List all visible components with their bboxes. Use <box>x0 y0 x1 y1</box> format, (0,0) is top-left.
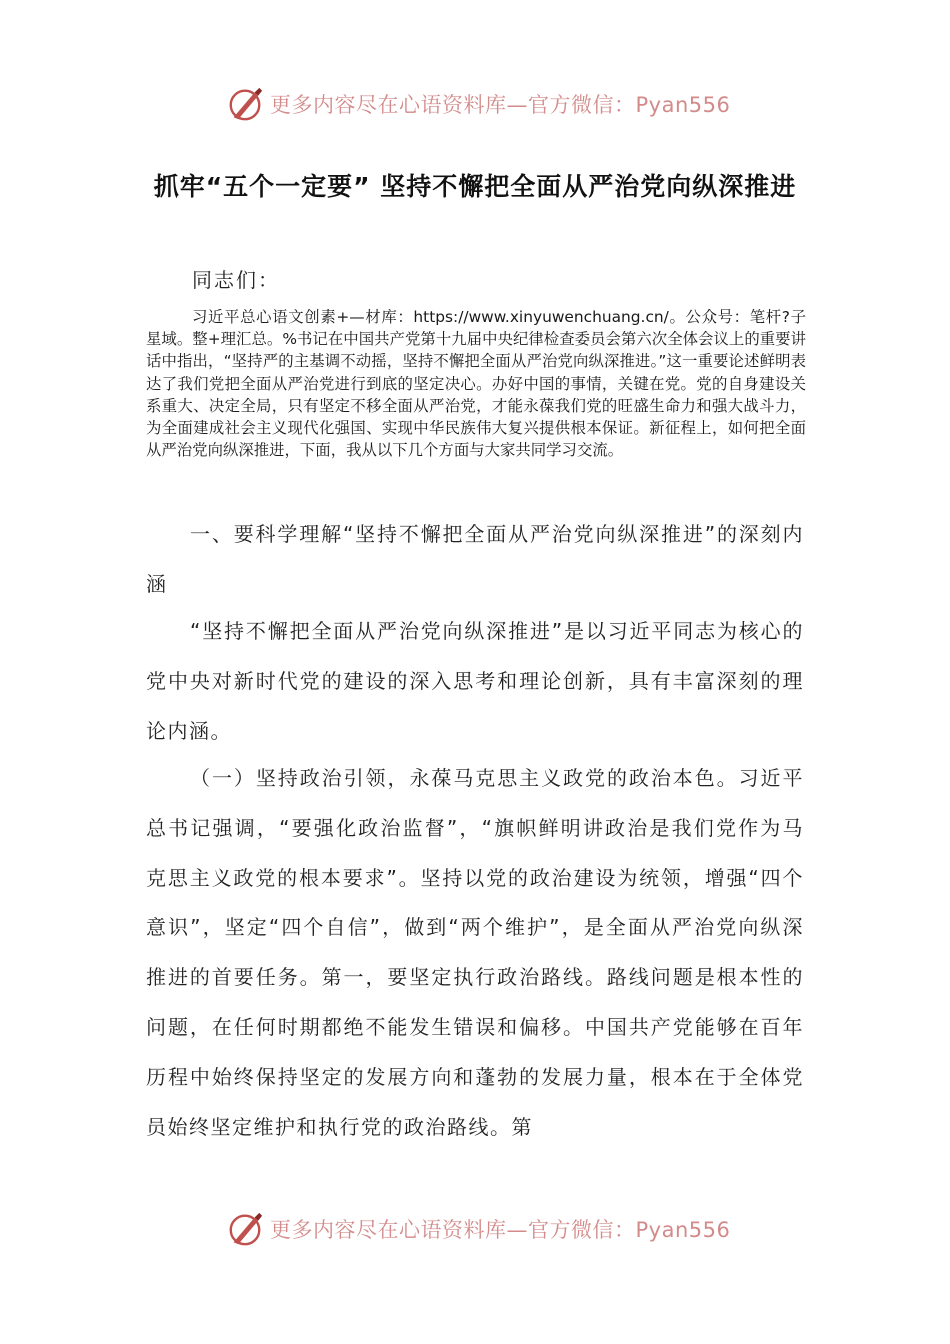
greeting: 同志们： <box>192 268 280 292</box>
body-paragraph: （一）坚持政治引领，永葆马克思主义政党的政治本色。习近平总书记强调，“要强化政治监督”，“旗帜鲜明讲政治是我们党作为马克思主义政党的根本要求”。坚持以党的政治建设为统领，增强“四个意识”，坚定“四个自信”，做到“两个维护”，是全面从严治党向纵深推进的首要任务。第一，要坚定执行政治路线。路线问题是根本性的问题，在任何时期都绝不能发生错误和偏移。中国共产党能够在百年历程中始终保持坚定的发展方向和蓬勃的发展力量，根本在于全体党员始终坚定维护和执行党的政治路线。第 <box>146 766 804 1139</box>
footer-banner <box>226 1209 730 1249</box>
document-title: 抓牢“五个一定要” 坚持不懈把全面从严治党向纵深推进 <box>153 172 797 201</box>
pen-logo-icon <box>226 1210 264 1248</box>
intro-paragraph: 习近平总心语文创素+—材库：https://www.xinyuwenchuang.cn/。公众号：笔杆?子星域。整+理汇总。%书记在中国共产党第十九届中央纪律检查委员会第六次全体会议上的重要讲话中指出，“坚持严的主基调不动摇，坚持不懈把全面从严治党向纵深推进。”这一重要论述鲜明表达了我们党把全面从严治党进行到底的坚定决心。办好中国的事情，关键在党。党的自身建设关系重大、决定全局，只有坚定不移全面从严治党，才能永葆我们党的旺盛生命力和强大战斗力，为全面建成社会主义现代化强国、实现中华民族伟大复兴提供根本保证。新征程上，如何把全面从严治党向纵深推进，下面，我从以下几个方面与大家共同学习交流。 <box>146 308 806 460</box>
pen-logo-icon <box>226 85 264 123</box>
header-banner-text: 更多内容尽在心语资料库—官方微信：Pyan556 <box>270 93 731 117</box>
footer-banner-text: 更多内容尽在心语资料库—官方微信：Pyan556 <box>270 1218 731 1242</box>
section-heading: 一、要科学理解“坚持不懈把全面从严治党向纵深推进”的深刻内涵 <box>146 522 804 596</box>
body-paragraph: “坚持不懈把全面从严治党向纵深推进”是以习近平同志为核心的党中央对新时代党的建设的深入思考和理论创新，具有丰富深刻的理论内涵。 <box>146 619 804 743</box>
header-banner <box>226 84 730 124</box>
